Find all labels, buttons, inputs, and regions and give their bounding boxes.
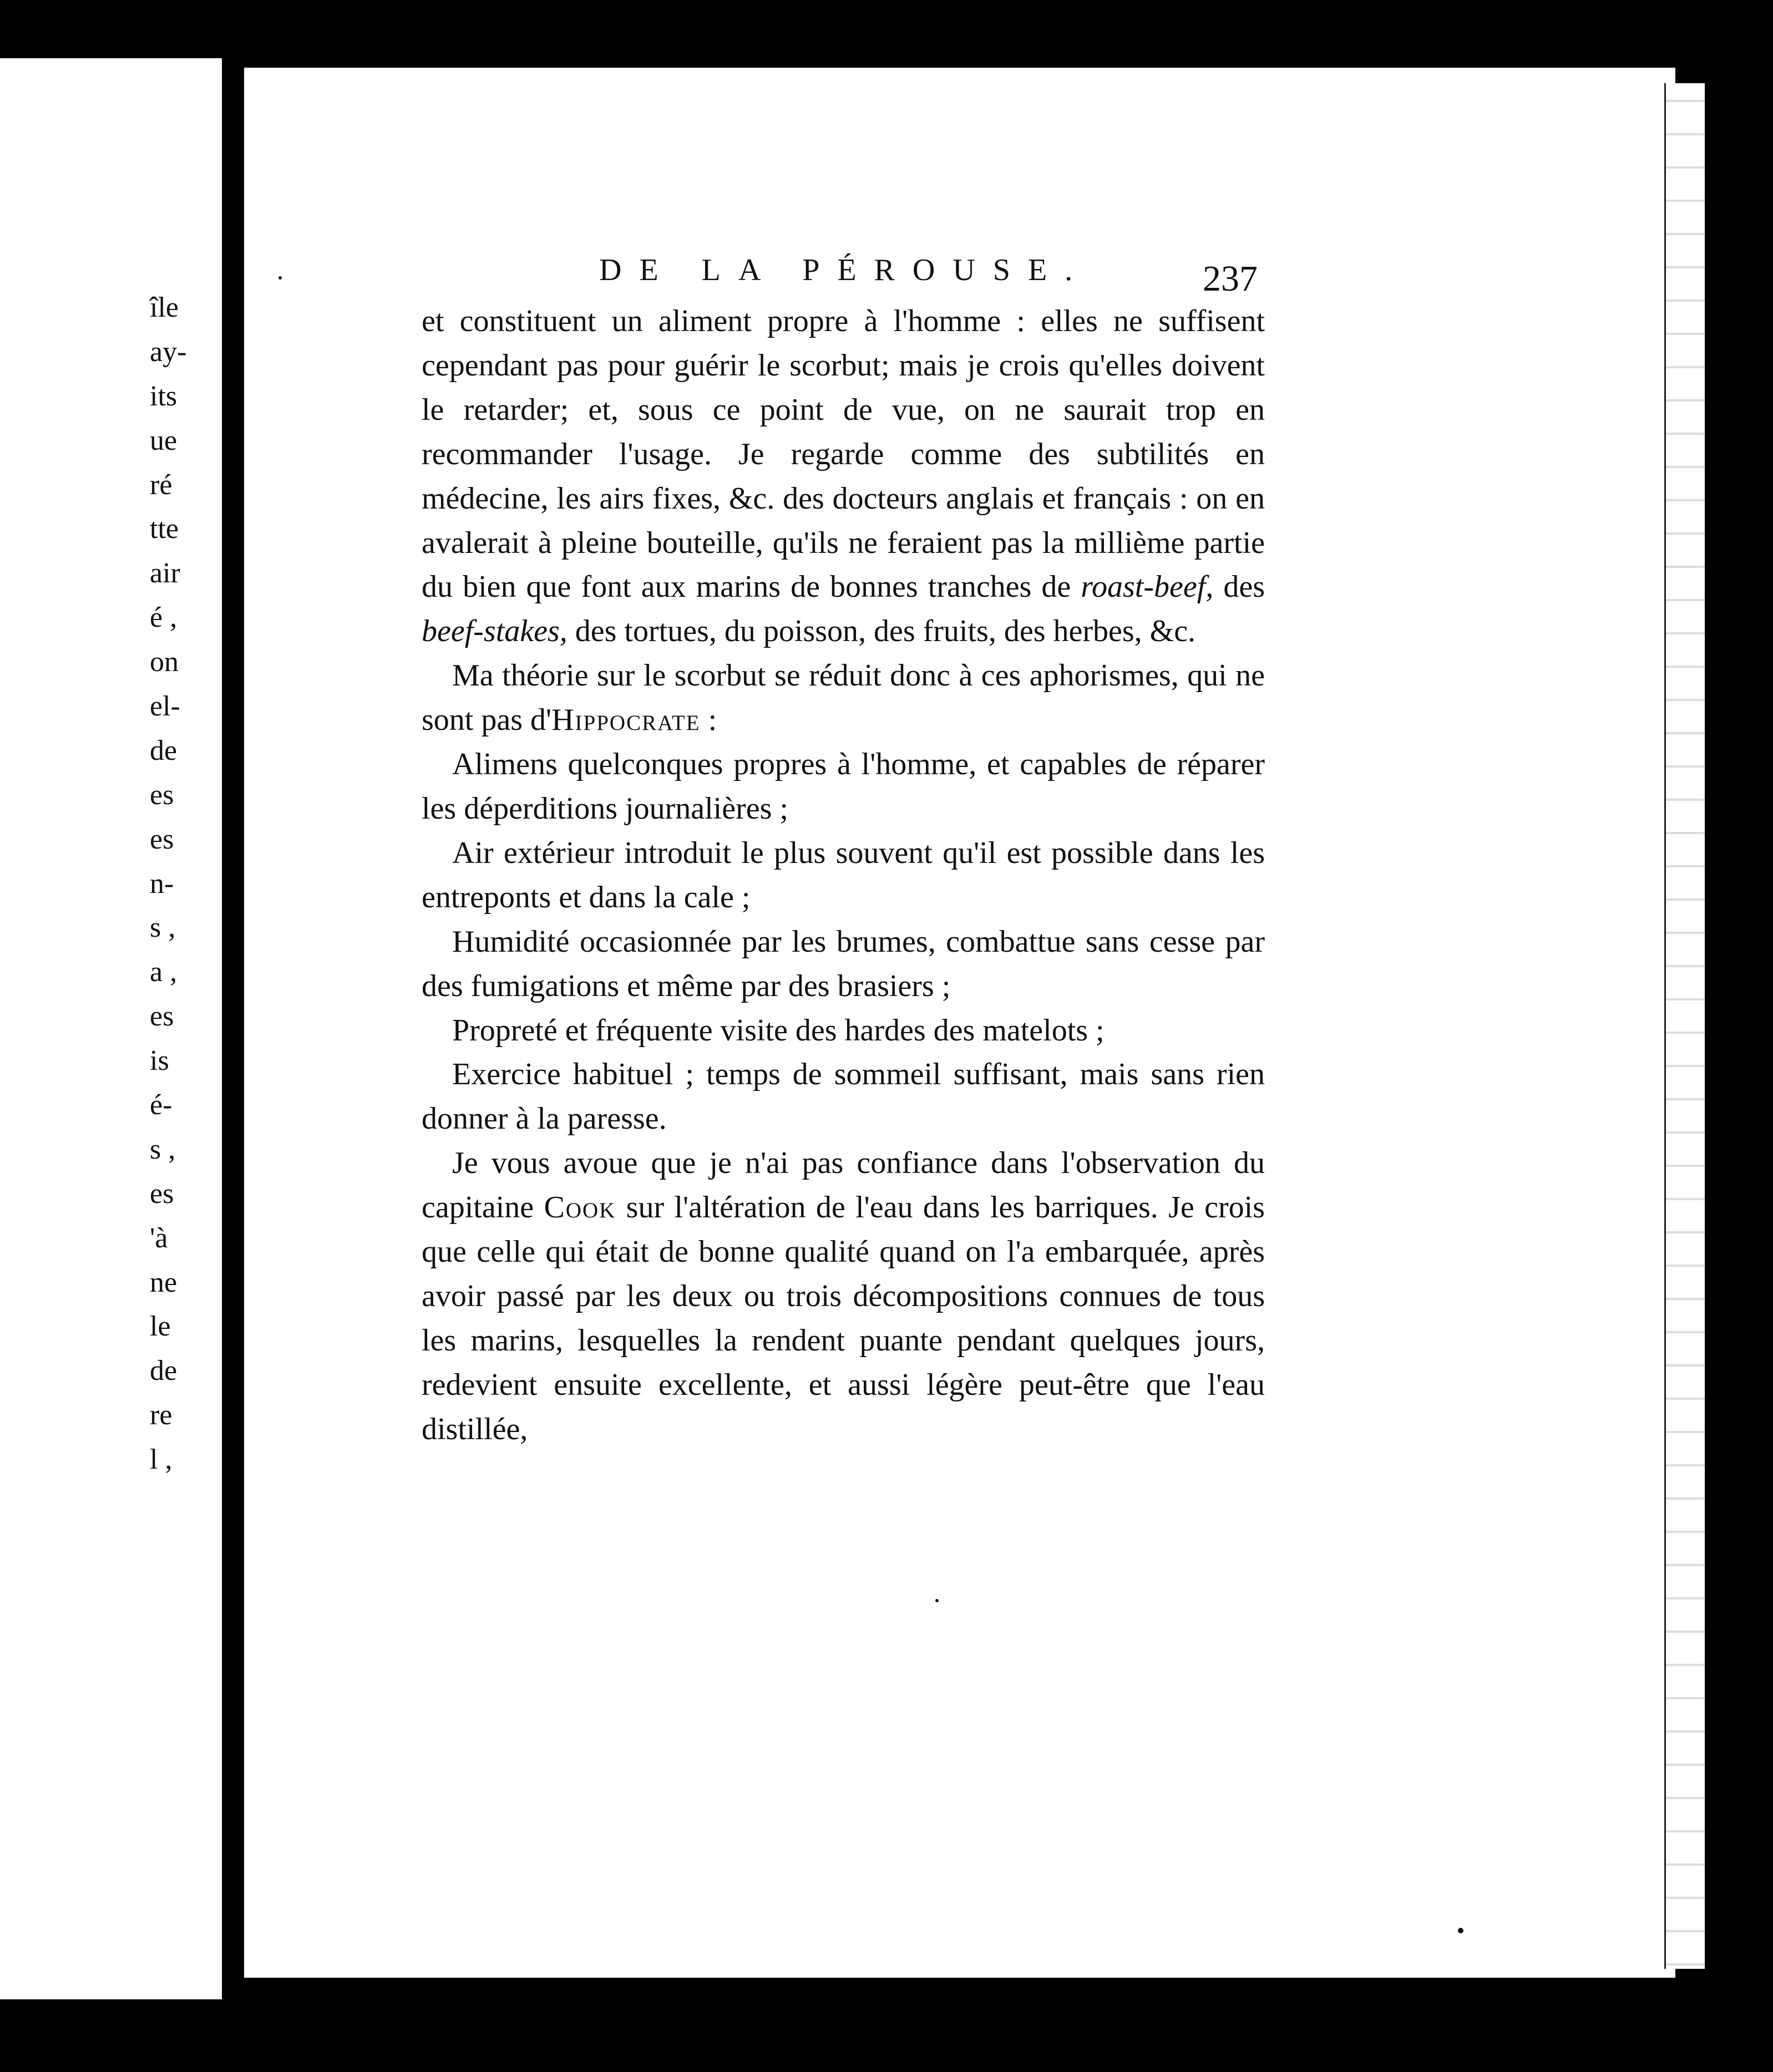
- left-fragment: le: [150, 1311, 171, 1343]
- ink-speck: [278, 276, 282, 280]
- page-edge: [1664, 83, 1705, 1969]
- left-fragment: es: [150, 823, 174, 855]
- left-fragment: es: [150, 1177, 174, 1210]
- page-number: 237: [1203, 258, 1258, 299]
- paragraph: [422, 654, 1265, 743]
- paragraph-text: Je vous avoue que je n'ai pas confiance dans l'observation du capitaine: [422, 1146, 1265, 1225]
- left-fragment: es: [150, 1001, 174, 1033]
- left-fragment: é-: [150, 1089, 173, 1121]
- left-fragment: de: [150, 734, 178, 766]
- left-fragment: s ,: [150, 1133, 176, 1165]
- aphorism: Exercice habituel ; temps de sommeil suffisant, mais sans rien donner à la paresse.: [422, 1057, 1265, 1136]
- ink-speck: [935, 1599, 939, 1602]
- left-fragment: re: [150, 1399, 173, 1431]
- left-fragment: ue: [150, 424, 178, 456]
- left-fragment: tte: [150, 513, 179, 545]
- left-fragment: on: [150, 646, 179, 678]
- smallcaps-name: Cook: [544, 1190, 616, 1225]
- left-page: [0, 58, 222, 1999]
- aphorism: Air extérieur introduit le plus souvent qu'il est possible dans les entreponts et dans la cale ;: [422, 835, 1265, 915]
- italic-term: roast-beef,: [1081, 570, 1214, 605]
- left-fragment: ne: [150, 1266, 178, 1298]
- left-fragment: l ,: [150, 1444, 173, 1476]
- paragraph-text: des: [1223, 570, 1265, 605]
- left-fragment: es: [150, 779, 174, 811]
- left-fragment: 'à: [150, 1222, 168, 1254]
- left-fragment: de: [150, 1355, 178, 1387]
- left-fragment: a ,: [150, 956, 178, 988]
- left-fragment: n-: [150, 867, 174, 900]
- left-fragment: ré: [150, 469, 173, 501]
- left-fragment: is: [150, 1045, 169, 1077]
- paragraph: [422, 1141, 1265, 1451]
- ink-speck: [1458, 1928, 1463, 1933]
- paragraph-text: des tortues, du poisson, des fruits, des herbes, &c.: [575, 614, 1196, 649]
- left-fragment: é ,: [150, 602, 178, 634]
- left-fragment: ay-: [150, 336, 187, 368]
- left-fragment: air: [150, 557, 180, 590]
- left-fragment: its: [150, 380, 178, 412]
- paragraph-text: Ma théorie sur le scorbut se réduit donc à ces aphorismes, qui ne sont pas d': [422, 658, 1265, 738]
- paragraph-text: :: [700, 703, 717, 738]
- aphorism: Propreté et fréquente visite des hardes des matelots ;: [452, 1013, 1105, 1048]
- paragraph: [422, 299, 1265, 654]
- body-text: [422, 299, 1265, 1452]
- paragraph-text: sur l'altération de l'eau dans les barriques. Je crois que celle qui était de bonne qualité quand on l'a embarquée, après avoir passé par les deux ou trois décompositions connues de tous les marins, lesquelles la rendent puante pendant quelques jours, redevient ensuite excellente, et aussi légère peut-être que l'eau distillée,: [422, 1190, 1265, 1446]
- smallcaps-name: Hippocrate: [551, 703, 701, 738]
- book-gutter: [225, 61, 240, 1947]
- running-head: DE LA PÉROUSE.: [599, 253, 1091, 287]
- aphorism: Alimens quelconques propres à l'homme, et capables de réparer les déperditions journalières ;: [422, 747, 1265, 826]
- left-fragment: el-: [150, 690, 180, 723]
- left-page-text-fragments: [150, 286, 211, 1482]
- italic-term: beef-stakes,: [422, 614, 568, 649]
- left-fragment: île: [150, 292, 179, 323]
- aphorism: Humidité occasionnée par les brumes, combattue sans cesse par des fumigations et même par des brasiers ;: [422, 924, 1265, 1003]
- left-fragment: s ,: [150, 912, 176, 944]
- paragraph-text: et constituent un aliment propre à l'homme : elles ne suffisent cependant pas pour guérir le scorbut; mais je crois qu'elles doivent le retarder; et, sous ce point de vue, on ne saurait trop en recommander l'usage. Je regarde comme des subtilités en médecine, les airs fixes, &c. des docteurs anglais et français : on en avalerait à pleine bouteille, qu'ils ne feraient pas la millième partie du bien que font aux marins de bonnes tranches de: [422, 304, 1265, 605]
